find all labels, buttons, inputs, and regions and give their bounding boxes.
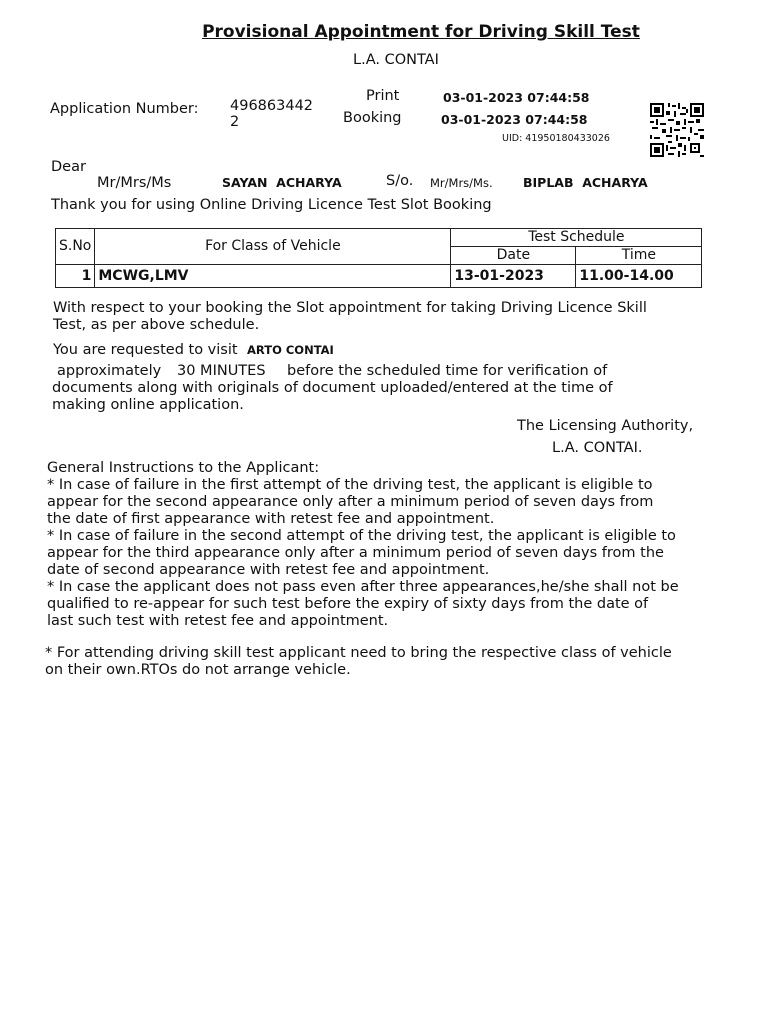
applicant-name: SAYAN ACHARYA — [222, 175, 342, 190]
signature-line-1: The Licensing Authority, — [517, 418, 694, 434]
test-schedule-header: Test Schedule — [451, 229, 702, 247]
print-datetime: 03-01-2023 07:44:58 — [443, 90, 590, 105]
vehicle-note-line-1: * For attending driving skill test applicant need to bring the respective class of vehicle — [45, 645, 672, 661]
thanks-text: Thank you for using Online Driving Licence Test Slot Booking — [51, 197, 492, 213]
instruction-line: the date of first appearance with retest fee and appointment. — [47, 511, 495, 527]
dear-text: Dear — [51, 159, 86, 175]
approx-suffix: before the scheduled time for verification of — [287, 363, 608, 379]
docs-line-1: documents along with originals of document uploaded/entered at the time of — [52, 380, 613, 396]
instruction-line: last such test with retest fee and appointment. — [47, 613, 389, 629]
row-time: 11.00-14.00 — [576, 265, 702, 288]
relation-text: S/o. — [386, 173, 414, 189]
row-vehicle-class: MCWG,LMV — [95, 265, 451, 288]
approx-prefix: approximately — [57, 363, 162, 379]
parent-name: BIPLAB ACHARYA — [523, 175, 648, 190]
visit-prefix: You are requested to visit — [53, 342, 238, 358]
class-header: For Class of Vehicle — [95, 229, 451, 265]
instruction-line: * In case the applicant does not pass even after three appearances,he/she shall not be — [47, 579, 679, 595]
application-number-line2: 2 — [230, 114, 240, 130]
application-number-line1: 496863442 — [230, 98, 314, 114]
booking-label: Booking — [343, 110, 402, 126]
visit-office: ARTO CONTAI — [247, 343, 334, 357]
date-header: Date — [451, 247, 576, 265]
authority-subtitle: L.A. CONTAI — [353, 52, 439, 68]
row-sno: 1 — [56, 265, 95, 288]
vehicle-note-line-2: on their own.RTOs do not arrange vehicle. — [45, 662, 351, 678]
instruction-line: * In case of failure in the first attempt of the driving test, the applicant is eligible to — [47, 477, 653, 493]
qr-code-icon — [650, 103, 704, 157]
salutation-text: Mr/Mrs/Ms — [97, 175, 172, 191]
schedule-table — [55, 228, 702, 288]
time-header: Time — [576, 247, 702, 265]
row-date: 13-01-2023 — [451, 265, 576, 288]
instruction-line: * In case of failure in the second attempt of the driving test, the applicant is eligible to — [47, 528, 676, 544]
application-number-label: Application Number: — [50, 101, 199, 117]
instruction-line: appear for the third appearance only after a minimum period of seven days from the — [47, 545, 664, 561]
respect-line-1: With respect to your booking the Slot appointment for taking Driving Licence Skill — [53, 300, 647, 316]
signature-line-2: L.A. CONTAI. — [552, 440, 643, 456]
instruction-line: appear for the second appearance only after a minimum period of seven days from — [47, 494, 654, 510]
respect-line-2: Test, as per above schedule. — [53, 317, 260, 333]
parent-salutation: Mr/Mrs/Ms. — [430, 176, 493, 190]
page-title: Provisional Appointment for Driving Skill Test — [202, 22, 640, 42]
print-label: Print — [366, 88, 400, 104]
sno-header: S.No — [56, 229, 95, 265]
docs-line-2: making online application. — [52, 397, 244, 413]
instructions-heading: General Instructions to the Applicant: — [47, 460, 320, 476]
instruction-line: qualified to re-appear for such test before the expiry of sixty days from the date of — [47, 596, 649, 612]
uid-text: UID: 41950180433026 — [502, 133, 610, 144]
table-row — [56, 265, 702, 288]
instruction-line: date of second appearance with retest fee and appointment. — [47, 562, 490, 578]
booking-datetime: 03-01-2023 07:44:58 — [441, 112, 588, 127]
approx-minutes: 30 MINUTES — [177, 363, 266, 379]
